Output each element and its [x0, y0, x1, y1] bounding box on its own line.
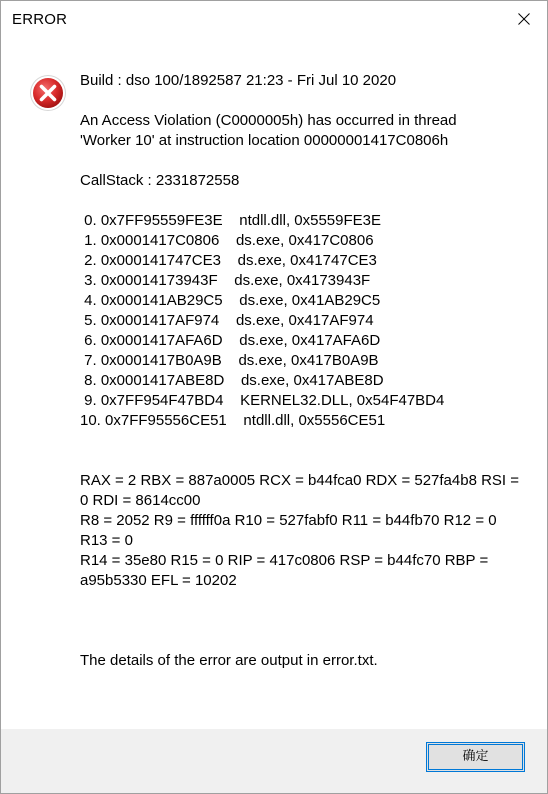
- callstack-frame: 7. 0x0001417B0A9B ds.exe, 0x417B0A9B: [80, 352, 379, 369]
- callstack-frame: 4. 0x000141AB29C5 ds.exe, 0x41AB29C5: [80, 292, 381, 309]
- violation-line-1: An Access Violation (C0000005h) has occurred in thread: [80, 112, 457, 129]
- close-icon: [518, 13, 530, 25]
- ok-button[interactable]: 确定: [426, 742, 525, 772]
- register-line: R8 = 2052 R9 = ffffff0a R10 = 527fabf0 R11 = b44fb70 R12 = 0: [80, 512, 497, 529]
- callstack-frame: 2. 0x000141747CE3 ds.exe, 0x41747CE3: [80, 252, 377, 269]
- callstack-frame: 9. 0x7FF954F47BD4 KERNEL32.DLL, 0x54F47BD4: [80, 392, 445, 409]
- title-bar: [1, 1, 547, 39]
- message-body: [80, 71, 520, 671]
- violation-line-2: 'Worker 10' at instruction location 00000001417C0806h: [80, 132, 449, 149]
- register-dump: [80, 471, 520, 591]
- callstack-list: [80, 211, 520, 431]
- register-line: RAX = 2 RBX = 887a0005 RCX = b44fca0 RDX = 527fa4b8 RSI =: [80, 472, 520, 489]
- register-line: 0 RDI = 8614cc00: [80, 492, 201, 509]
- button-bar: [1, 729, 547, 793]
- callstack-frame: 0. 0x7FF95559FE3E ntdll.dll, 0x5559FE3E: [80, 212, 382, 229]
- callstack-frame: 5. 0x0001417AF974 ds.exe, 0x417AF974: [80, 312, 374, 329]
- details-message: The details of the error are output in error.txt.: [80, 652, 378, 669]
- callstack-frame: 3. 0x00014173943F ds.exe, 0x4173943F: [80, 272, 371, 289]
- window-title: ERROR: [12, 11, 68, 28]
- callstack-frame: 8. 0x0001417ABE8D ds.exe, 0x417ABE8D: [80, 372, 384, 389]
- close-button[interactable]: [501, 1, 547, 37]
- register-line: a95b5330 EFL = 10202: [80, 572, 237, 589]
- register-line: R13 = 0: [80, 532, 133, 549]
- register-line: R14 = 35e80 R15 = 0 RIP = 417c0806 RSP = b44fc70 RBP =: [80, 552, 489, 569]
- error-icon: [29, 74, 67, 112]
- callstack-frame: 10. 0x7FF95556CE51 ntdll.dll, 0x5556CE51: [80, 412, 386, 429]
- build-info: Build : dso 100/1892587 21:23 - Fri Jul 10 2020: [80, 72, 397, 89]
- callstack-header: CallStack : 2331872558: [80, 172, 240, 189]
- callstack-frame: 6. 0x0001417AFA6D ds.exe, 0x417AFA6D: [80, 332, 381, 349]
- callstack-frame: 1. 0x0001417C0806 ds.exe, 0x417C0806: [80, 232, 374, 249]
